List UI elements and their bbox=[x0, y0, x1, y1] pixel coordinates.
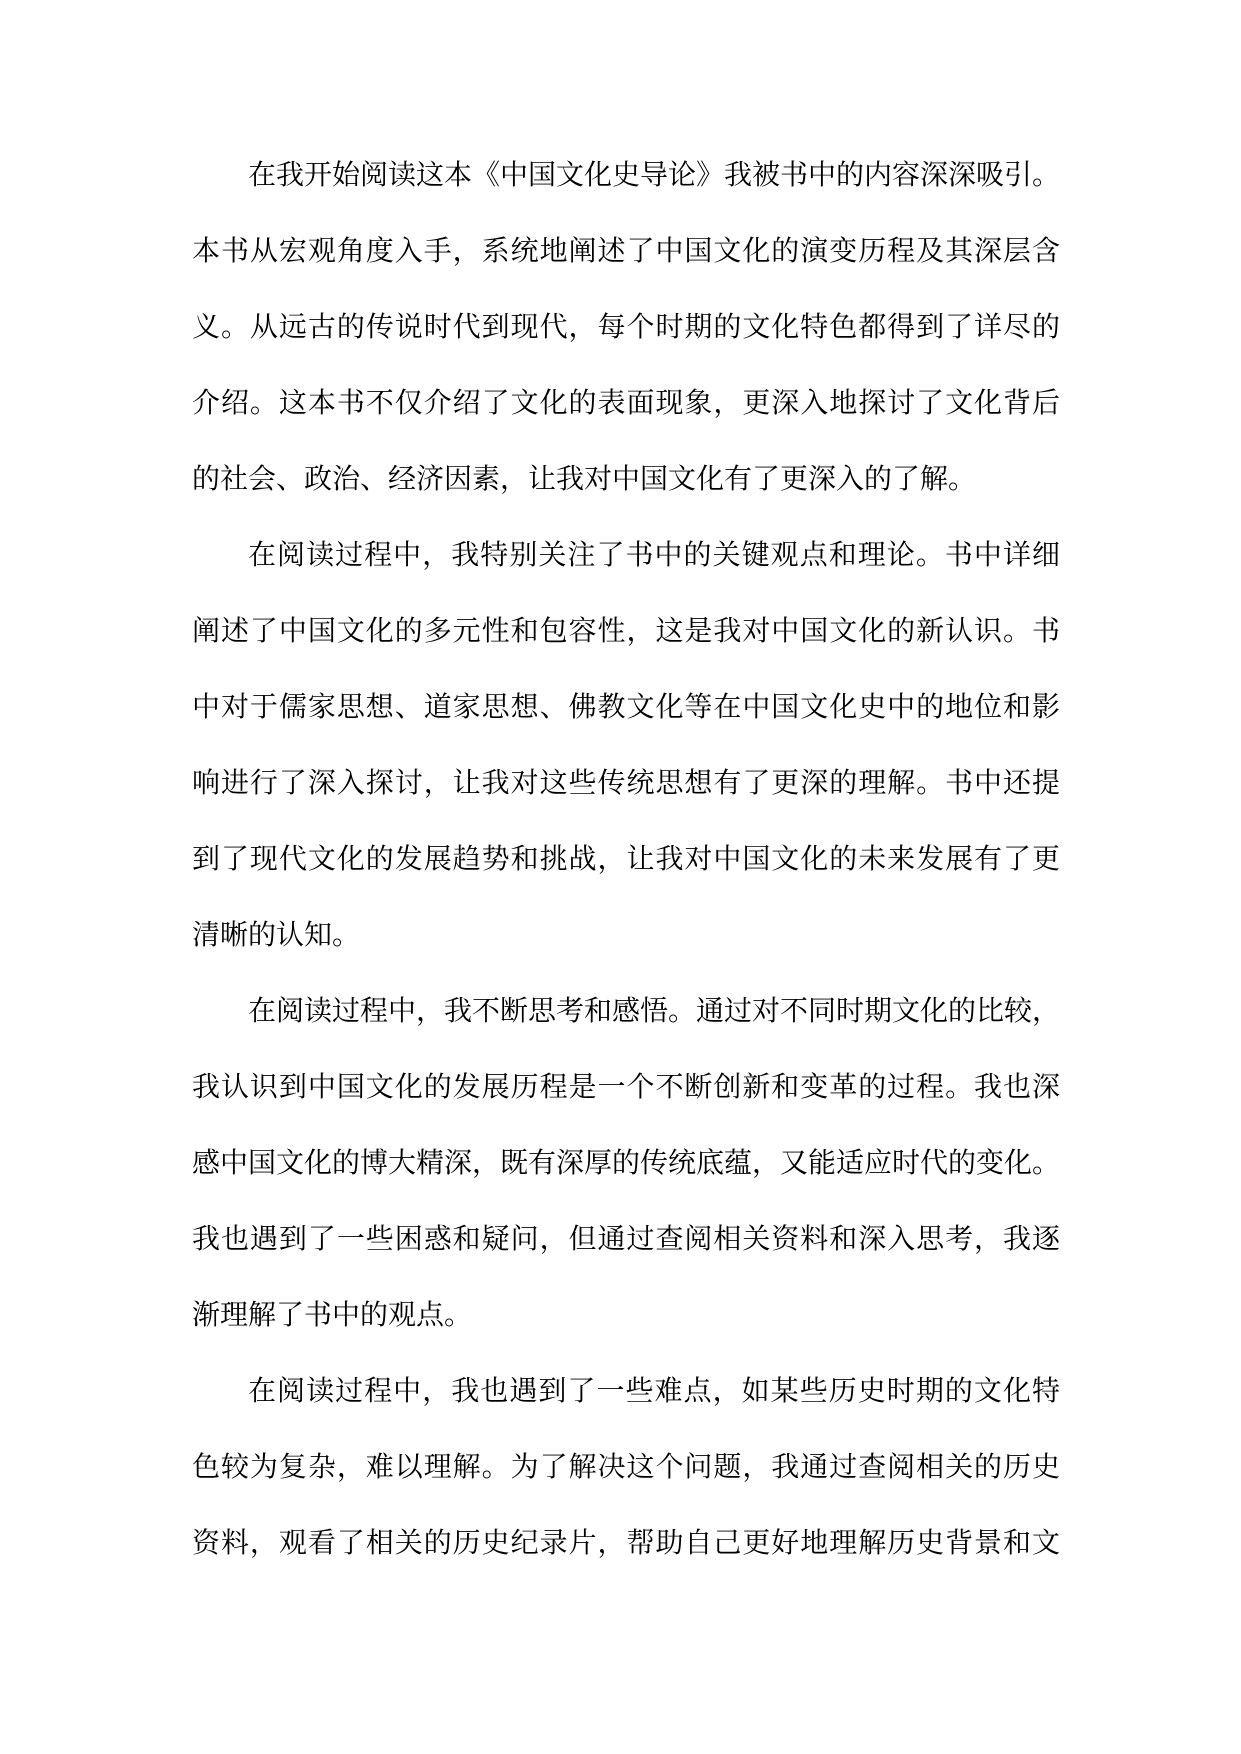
paragraph bbox=[192, 137, 1060, 517]
text-line: 我认识到中国文化的发展历程是一个不断创新和变革的过程。我也深 bbox=[192, 1070, 1060, 1103]
text-line: 本书从宏观角度入手，系统地阐述了中国文化的演变历程及其深层含 bbox=[192, 234, 1060, 267]
text-line: 感中国文化的博大精深，既有深厚的传统底蕴，又能适应时代的变化。 bbox=[192, 1146, 1061, 1179]
text-line: 渐理解了书中的观点。 bbox=[192, 1298, 473, 1331]
text-line: 资料，观看了相关的历史纪录片，帮助自己更好地理解历史背景和文 bbox=[192, 1526, 1060, 1559]
text-line: 中对于儒家思想、道家思想、佛教文化等在中国文化史中的地位和影 bbox=[192, 690, 1060, 723]
paragraph bbox=[192, 973, 1060, 1353]
text-line: 介绍。这本书不仅介绍了文化的表面现象，更深入地探讨了文化背后 bbox=[192, 386, 1060, 419]
text-line: 义。从远古的传说时代到现代，每个时期的文化特色都得到了详尽的 bbox=[192, 310, 1060, 343]
text-line: 到了现代文化的发展趋势和挑战，让我对中国文化的未来发展有了更 bbox=[192, 842, 1060, 875]
paragraph bbox=[192, 1353, 1060, 1581]
paragraph bbox=[192, 517, 1060, 973]
text-line: 在阅读过程中，我不断思考和感悟。通过对不同时期文化的比较， bbox=[248, 994, 1061, 1027]
text-line: 在我开始阅读这本《中国文化史导论》我被书中的内容深深吸引。 bbox=[248, 158, 1061, 191]
text-line: 在阅读过程中，我特别关注了书中的关键观点和理论。书中详细 bbox=[248, 538, 1060, 571]
text-line: 的社会、政治、经济因素，让我对中国文化有了更深入的了解。 bbox=[192, 462, 977, 495]
text-line: 我也遇到了一些困惑和疑问，但通过查阅相关资料和深入思考，我逐 bbox=[192, 1222, 1060, 1255]
document-body bbox=[192, 137, 1060, 1581]
text-line: 色较为复杂，难以理解。为了解决这个问题，我通过查阅相关的历史 bbox=[192, 1450, 1060, 1483]
text-line: 在阅读过程中，我也遇到了一些难点，如某些历史时期的文化特 bbox=[248, 1374, 1060, 1407]
text-line: 清晰的认知。 bbox=[192, 918, 361, 951]
text-line: 响进行了深入探讨，让我对这些传统思想有了更深的理解。书中还提 bbox=[192, 766, 1060, 799]
text-line: 阐述了中国文化的多元性和包容性，这是我对中国文化的新认识。书 bbox=[192, 614, 1060, 647]
